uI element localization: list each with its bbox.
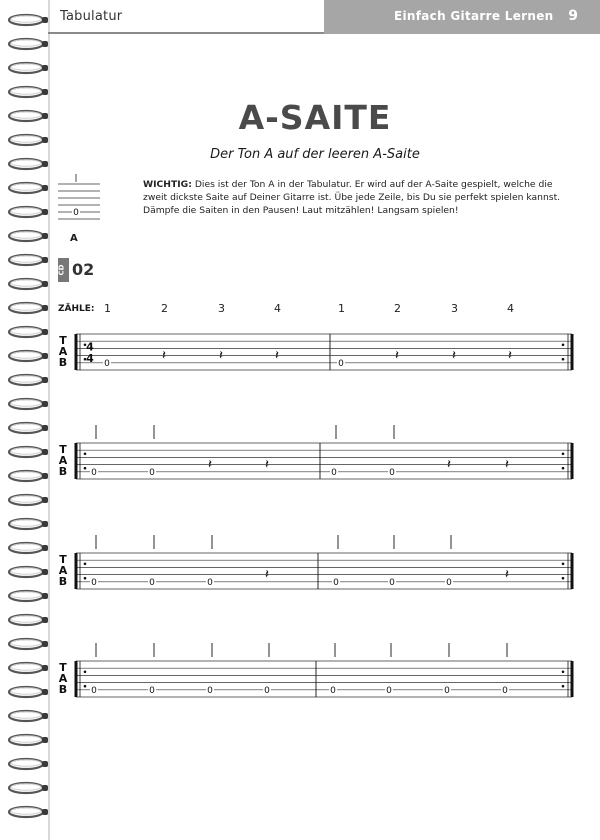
count-number: 3 <box>218 302 225 315</box>
quarter-rest: 𝄽 <box>452 348 456 364</box>
fret-number: 0 <box>389 578 395 588</box>
count-number: 1 <box>338 302 345 315</box>
note-label: WICHTIG: <box>143 179 192 190</box>
count-number: 4 <box>274 302 281 315</box>
page-number: 9 <box>568 8 578 24</box>
note-text: Dies ist der Ton A in der Tabulatur. Er wird auf der A-Saite gespielt, welche die zweit dickste Saite auf Deiner Gitarre ist. Übe jede Zeile, bis Du sie perfekt spielen kannst. Dämpfe die Saiten in den Pausen! Laut mitzählen! Langsam spielen! <box>143 179 561 216</box>
header-book-title: Einfach Gitarre Lernen <box>394 9 554 23</box>
repeat-dot <box>84 671 87 674</box>
tab-clef-letter: T <box>59 553 67 566</box>
repeat-dot <box>562 577 565 580</box>
tab-clef-letter: B <box>58 465 68 478</box>
time-signature-top: 4 <box>86 340 94 354</box>
fret-number: 0 <box>149 578 155 588</box>
repeat-dot <box>84 453 87 456</box>
tab-clef-letter: T <box>59 334 67 347</box>
tab-clef-letter: B <box>58 356 68 369</box>
fret-number: 0 <box>444 686 450 696</box>
fret-number: 0 <box>502 686 508 696</box>
fret-number: 0 <box>338 359 344 369</box>
fret-number: 0 <box>91 468 97 478</box>
tab-clef-letter: A <box>58 564 68 577</box>
repeat-dot <box>84 685 87 688</box>
repeat-dot <box>562 685 565 688</box>
quarter-rest: 𝄽 <box>395 348 399 364</box>
count-number: 4 <box>507 302 514 315</box>
repeat-dot <box>84 577 87 580</box>
count-number: 3 <box>451 302 458 315</box>
fret-number: 0 <box>389 468 395 478</box>
fret-number: 0 <box>207 686 213 696</box>
tab-clef-letter: A <box>58 345 68 358</box>
repeat-dot <box>562 344 565 347</box>
fret-number: 0 <box>446 578 452 588</box>
tab-system <box>59 643 572 697</box>
header-section-title: Tabulatur <box>60 9 123 24</box>
quarter-rest: 𝄽 <box>219 348 223 364</box>
cd-label: CD <box>58 258 69 282</box>
tab-clef-letter: T <box>59 443 67 456</box>
note-name: A <box>70 233 78 244</box>
repeat-dot <box>562 467 565 470</box>
fret-number: 0 <box>386 686 392 696</box>
fret-number: 0 <box>333 578 339 588</box>
cd-track-number: 02 <box>72 260 95 279</box>
fret-number: 0 <box>331 468 337 478</box>
fret-number: 0 <box>104 359 110 369</box>
quarter-rest: 𝄽 <box>208 457 212 473</box>
repeat-dot <box>562 358 565 361</box>
quarter-rest: 𝄽 <box>505 457 509 473</box>
repeat-dot <box>562 453 565 456</box>
repeat-dot <box>562 671 565 674</box>
fret-number: 0 <box>149 468 155 478</box>
repeat-dot <box>562 563 565 566</box>
quarter-rest: 𝄽 <box>265 567 269 583</box>
count-number: 2 <box>394 302 401 315</box>
example-fret-number: 0 <box>73 208 79 218</box>
fret-number: 0 <box>149 686 155 696</box>
count-number: 2 <box>161 302 168 315</box>
page-title: A-SAITE <box>238 98 392 137</box>
tab-clef-letter: T <box>59 661 67 674</box>
tab-clef-letter: B <box>58 575 68 588</box>
tab-clef-letter: A <box>58 672 68 685</box>
quarter-rest: 𝄽 <box>275 348 279 364</box>
tab-clef-letter: A <box>58 454 68 467</box>
tab-system <box>59 425 572 479</box>
quarter-rest: 𝄽 <box>447 457 451 473</box>
quarter-rest: 𝄽 <box>162 348 166 364</box>
fret-number: 0 <box>91 578 97 588</box>
quarter-rest: 𝄽 <box>265 457 269 473</box>
tab-system <box>59 334 572 370</box>
fret-number: 0 <box>91 686 97 696</box>
fret-number: 0 <box>330 686 336 696</box>
count-number: 1 <box>104 302 111 315</box>
quarter-rest: 𝄽 <box>508 348 512 364</box>
tab-system <box>59 535 572 589</box>
tab-clef-letter: B <box>58 683 68 696</box>
fret-number: 0 <box>264 686 270 696</box>
fret-number: 0 <box>207 578 213 588</box>
page-subtitle: Der Ton A auf der leeren A-Saite <box>210 147 420 162</box>
count-label: ZÄHLE: <box>58 304 95 314</box>
time-signature-bottom: 4 <box>86 352 94 366</box>
repeat-dot <box>84 563 87 566</box>
quarter-rest: 𝄽 <box>505 567 509 583</box>
repeat-dot <box>84 467 87 470</box>
